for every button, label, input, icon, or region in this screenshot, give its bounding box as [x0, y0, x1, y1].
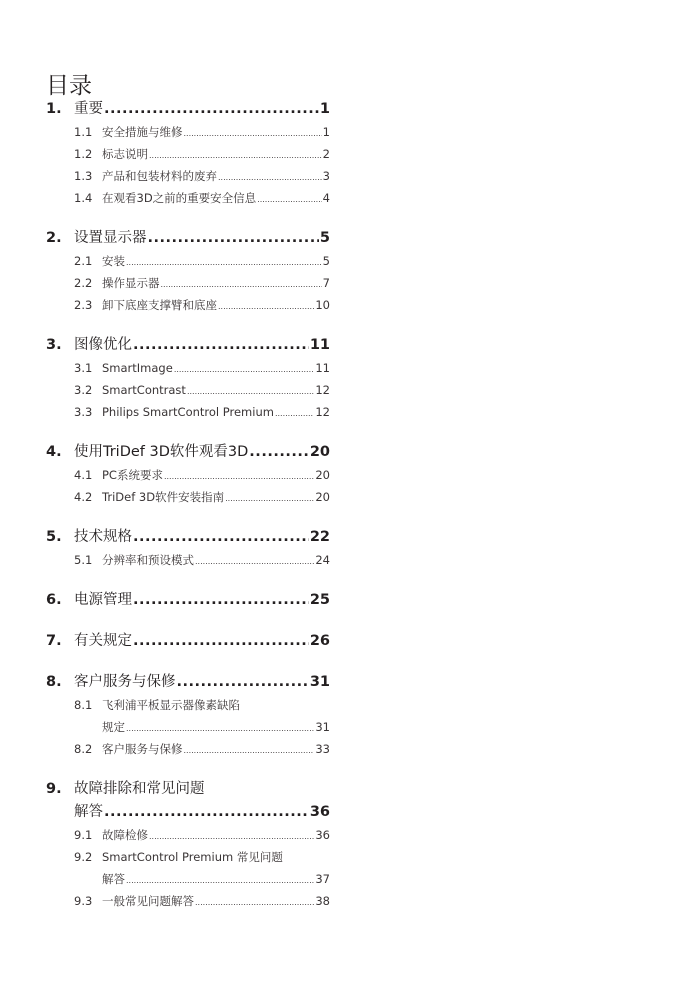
entry-page: 2	[322, 147, 330, 161]
entry-number: 4.1	[74, 468, 93, 482]
entry-title: Philips SmartControl Premium	[102, 405, 274, 419]
entry-number: 4.2	[74, 490, 93, 504]
entry-page: 24	[315, 553, 330, 567]
dot-leader	[184, 123, 322, 145]
entry-title: 重要	[74, 101, 103, 117]
toc-subentry[interactable]	[46, 846, 330, 890]
toc-section-1	[46, 98, 330, 209]
toc-section-9	[46, 778, 330, 912]
entry-title-line1: 故障排除和常见问题	[74, 781, 205, 797]
dot-leader	[133, 526, 309, 549]
entry-title: 故障检修	[102, 828, 148, 842]
entry-title: 客户服务与保修	[74, 674, 176, 690]
toc-section-8	[46, 671, 330, 760]
toc-subentry[interactable]	[46, 401, 330, 423]
toc-subentry[interactable]	[46, 143, 330, 165]
entry-number: 9.1	[74, 828, 93, 842]
toc-subentry[interactable]	[46, 357, 330, 379]
entry-number: 8.1	[74, 698, 93, 712]
dot-leader	[195, 892, 314, 914]
dot-leader	[249, 441, 309, 464]
toc-section-7	[46, 630, 330, 653]
toc-entry[interactable]	[46, 778, 330, 824]
dot-leader	[218, 296, 314, 318]
toc-entry[interactable]	[46, 334, 330, 357]
entry-page: 1	[322, 125, 330, 139]
toc-subentry[interactable]	[46, 486, 330, 508]
entry-page: 11	[309, 337, 330, 353]
entry-title: 客户服务与保修	[102, 742, 183, 756]
entry-title-line2: 解答	[102, 872, 125, 886]
entry-number: 6.	[46, 592, 62, 608]
dot-leader	[133, 589, 309, 612]
toc-subentry[interactable]	[46, 121, 330, 143]
entry-page: 20	[309, 444, 330, 460]
toc-subentry[interactable]	[46, 379, 330, 401]
entry-number: 7.	[46, 633, 62, 649]
entry-number: 1.3	[74, 169, 93, 183]
dot-leader	[174, 359, 315, 381]
toc-entry[interactable]	[46, 589, 330, 612]
entry-title: 安装	[102, 254, 125, 268]
entry-title: 电源管理	[74, 592, 132, 608]
entry-number: 1.1	[74, 125, 93, 139]
toc-section-6	[46, 589, 330, 612]
table-of-contents	[46, 98, 330, 930]
entry-page: 4	[322, 191, 330, 205]
entry-page: 20	[315, 490, 330, 504]
toc-entry[interactable]	[46, 227, 330, 250]
entry-title-line1: 飞利浦平板显示器像素缺陷	[102, 698, 240, 712]
entry-title: 操作显示器	[102, 276, 160, 290]
entry-title: SmartContrast	[102, 383, 186, 397]
toc-subentry[interactable]	[46, 294, 330, 316]
entry-page: 1	[319, 101, 330, 117]
entry-number: 9.3	[74, 894, 93, 908]
entry-title: PC系统要求	[102, 468, 163, 482]
dot-leader	[275, 403, 314, 425]
entry-number: 3.2	[74, 383, 93, 397]
dot-leader	[104, 801, 309, 824]
entry-number: 9.2	[74, 850, 93, 864]
entry-page: 31	[315, 720, 330, 734]
dot-leader	[218, 167, 322, 189]
toc-subentry[interactable]	[46, 890, 330, 912]
entry-number: 5.1	[74, 553, 93, 567]
dot-leader	[184, 740, 315, 762]
entry-title: 在观看3D之前的重要安全信息	[102, 191, 257, 205]
entry-page: 36	[309, 804, 330, 820]
toc-subentry[interactable]	[46, 824, 330, 846]
entry-page: 5	[319, 230, 330, 246]
entry-page: 3	[322, 169, 330, 183]
toc-entry[interactable]	[46, 98, 330, 121]
toc-subentry[interactable]	[46, 165, 330, 187]
entry-title: 有关规定	[74, 633, 132, 649]
entry-number: 1.	[46, 101, 62, 117]
dot-leader	[161, 274, 322, 296]
dot-leader	[126, 870, 314, 892]
page-title: 目录	[46, 73, 92, 100]
entry-title: 分辨率和预设模式	[102, 553, 194, 567]
dot-leader	[225, 488, 314, 510]
entry-number: 2.2	[74, 276, 93, 290]
toc-subentry[interactable]	[46, 694, 330, 738]
entry-title: 一般常见问题解答	[102, 894, 194, 908]
dot-leader	[195, 551, 314, 573]
dot-leader	[133, 630, 309, 653]
entry-page: 37	[315, 872, 330, 886]
entry-title-line2: 解答	[74, 804, 103, 820]
entry-number: 4.	[46, 444, 62, 460]
entry-page: 36	[315, 828, 330, 842]
toc-subentry[interactable]	[46, 187, 330, 209]
entry-page: 10	[315, 298, 330, 312]
dot-leader	[177, 671, 309, 694]
dot-leader	[126, 718, 314, 740]
entry-title: 技术规格	[74, 529, 132, 545]
entry-number: 8.	[46, 674, 62, 690]
entry-number: 3.	[46, 337, 62, 353]
entry-number: 1.2	[74, 147, 93, 161]
entry-page: 25	[309, 592, 330, 608]
entry-number: 9.	[46, 781, 62, 797]
entry-title: TriDef 3D软件安装指南	[102, 490, 225, 504]
dot-leader	[126, 252, 322, 274]
entry-title: 图像优化	[74, 337, 132, 353]
entry-page: 26	[309, 633, 330, 649]
entry-number: 3.3	[74, 405, 93, 419]
entry-title: 安全措施与维修	[102, 125, 183, 139]
entry-title: 使用TriDef 3D软件观看3D	[74, 444, 249, 460]
entry-number: 5.	[46, 529, 62, 545]
dot-leader	[104, 98, 319, 121]
toc-subentry[interactable]	[46, 250, 330, 272]
entry-title: 标志说明	[102, 147, 148, 161]
entry-title: 设置显示器	[74, 230, 147, 246]
entry-page: 12	[315, 405, 330, 419]
entry-number: 2.3	[74, 298, 93, 312]
toc-entry[interactable]	[46, 671, 330, 694]
entry-page: 11	[315, 361, 330, 375]
dot-leader	[257, 189, 322, 211]
entry-page: 12	[315, 383, 330, 397]
toc-section-3	[46, 334, 330, 423]
toc-subentry[interactable]	[46, 272, 330, 294]
dot-leader	[164, 466, 314, 488]
toc-entry[interactable]	[46, 630, 330, 653]
dot-leader	[149, 826, 314, 848]
entry-number: 8.2	[74, 742, 93, 756]
entry-page: 31	[309, 674, 330, 690]
toc-section-5	[46, 526, 330, 571]
toc-entry[interactable]	[46, 441, 330, 464]
entry-title-line2: 规定	[102, 720, 125, 734]
entry-title: SmartImage	[102, 361, 173, 375]
entry-number: 2.1	[74, 254, 93, 268]
entry-page: 22	[309, 529, 330, 545]
entry-number: 3.1	[74, 361, 93, 375]
toc-section-4	[46, 441, 330, 508]
entry-number: 1.4	[74, 191, 93, 205]
toc-subentry[interactable]	[46, 738, 330, 760]
entry-number: 2.	[46, 230, 62, 246]
entry-page: 38	[315, 894, 330, 908]
toc-subentry[interactable]	[46, 549, 330, 571]
entry-page: 5	[322, 254, 330, 268]
toc-section-2	[46, 227, 330, 316]
toc-subentry[interactable]	[46, 464, 330, 486]
entry-title-line1: SmartControl Premium 常见问题	[102, 850, 283, 864]
dot-leader	[149, 145, 322, 167]
entry-page: 7	[322, 276, 330, 290]
entry-title: 产品和包装材料的废弃	[102, 169, 217, 183]
dot-leader	[187, 381, 314, 403]
entry-page: 20	[315, 468, 330, 482]
dot-leader	[148, 227, 319, 250]
toc-entry[interactable]	[46, 526, 330, 549]
entry-title: 卸下底座支撑臂和底座	[102, 298, 217, 312]
dot-leader	[133, 334, 309, 357]
entry-page: 33	[315, 742, 330, 756]
